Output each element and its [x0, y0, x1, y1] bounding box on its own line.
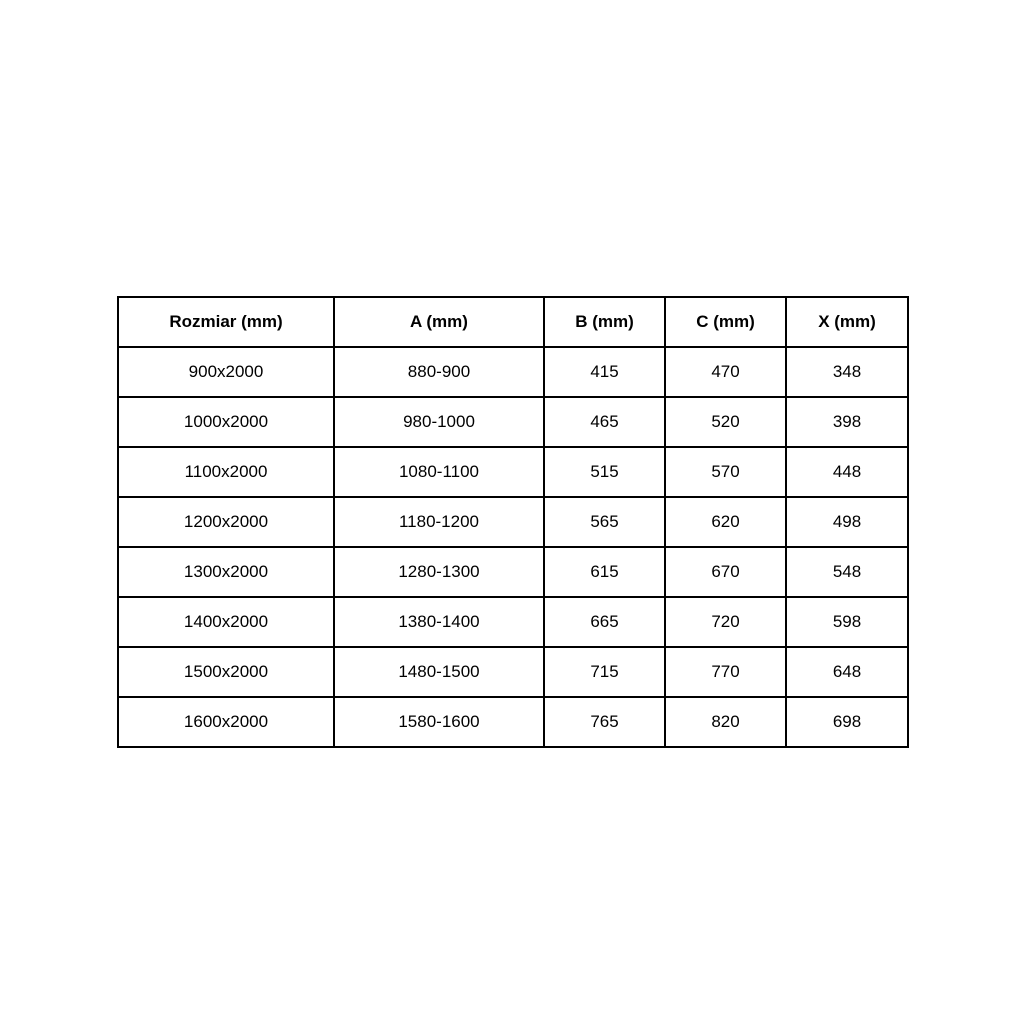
table-cell: 1200x2000 [118, 497, 334, 547]
table-row [118, 447, 908, 497]
table-cell: 1280-1300 [334, 547, 544, 597]
table-row [118, 497, 908, 547]
table-cell: 715 [544, 647, 665, 697]
table-cell: 1180-1200 [334, 497, 544, 547]
table-cell: 900x2000 [118, 347, 334, 397]
table-cell: 1100x2000 [118, 447, 334, 497]
table-row [118, 547, 908, 597]
table-cell: 465 [544, 397, 665, 447]
table-cell: 548 [786, 547, 908, 597]
column-header: A (mm) [334, 297, 544, 347]
table-row [118, 397, 908, 447]
table-cell: 1300x2000 [118, 547, 334, 597]
header-row [118, 297, 908, 347]
table-cell: 615 [544, 547, 665, 597]
size-spec-table [117, 296, 909, 748]
table-cell: 765 [544, 697, 665, 747]
table-cell: 570 [665, 447, 786, 497]
table-cell: 648 [786, 647, 908, 697]
table-cell: 415 [544, 347, 665, 397]
table-cell: 770 [665, 647, 786, 697]
table-cell: 348 [786, 347, 908, 397]
table-cell: 1500x2000 [118, 647, 334, 697]
table-cell: 398 [786, 397, 908, 447]
table-cell: 620 [665, 497, 786, 547]
table-cell: 1380-1400 [334, 597, 544, 647]
table-cell: 1480-1500 [334, 647, 544, 697]
table-cell: 1080-1100 [334, 447, 544, 497]
table-row [118, 647, 908, 697]
table-cell: 498 [786, 497, 908, 547]
table-cell: 698 [786, 697, 908, 747]
column-header: Rozmiar (mm) [118, 297, 334, 347]
table-row [118, 597, 908, 647]
table-cell: 470 [665, 347, 786, 397]
table-cell: 980-1000 [334, 397, 544, 447]
table-row [118, 347, 908, 397]
table-cell: 665 [544, 597, 665, 647]
table-cell: 515 [544, 447, 665, 497]
table-cell: 720 [665, 597, 786, 647]
column-header: X (mm) [786, 297, 908, 347]
table-row [118, 697, 908, 747]
table-body [118, 347, 908, 747]
table-cell: 820 [665, 697, 786, 747]
column-header: C (mm) [665, 297, 786, 347]
table-cell: 520 [665, 397, 786, 447]
table-cell: 1600x2000 [118, 697, 334, 747]
column-header: B (mm) [544, 297, 665, 347]
table-cell: 1400x2000 [118, 597, 334, 647]
table-cell: 565 [544, 497, 665, 547]
table-cell: 448 [786, 447, 908, 497]
table-cell: 880-900 [334, 347, 544, 397]
table-cell: 598 [786, 597, 908, 647]
table-cell: 1000x2000 [118, 397, 334, 447]
table-cell: 1580-1600 [334, 697, 544, 747]
table-cell: 670 [665, 547, 786, 597]
